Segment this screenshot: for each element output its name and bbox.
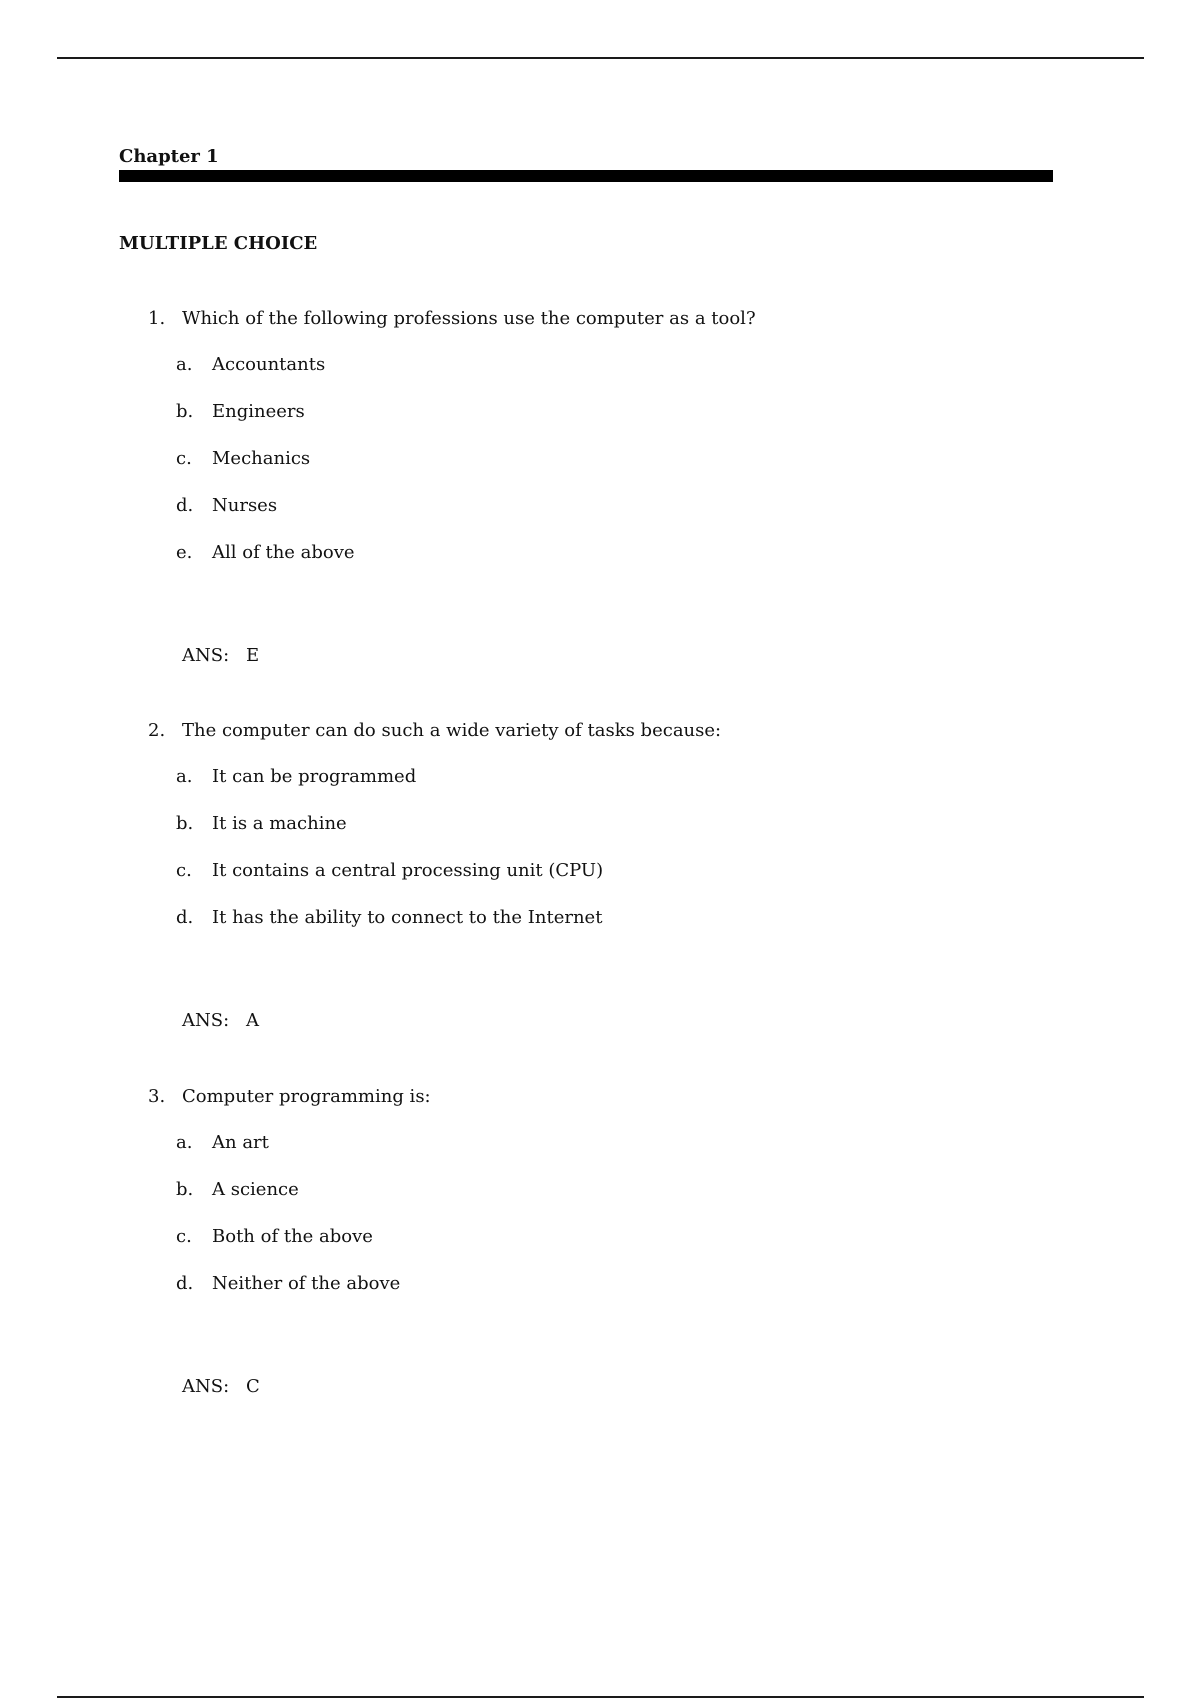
question-2	[148, 719, 1048, 930]
answer-value: A	[246, 1010, 259, 1031]
answer-line	[182, 644, 259, 668]
choice-text: Engineers	[212, 401, 305, 422]
choice-letter: a.	[176, 354, 193, 375]
answer-value: E	[246, 645, 260, 666]
choice-item	[176, 812, 1048, 836]
question-number: 3.	[148, 1086, 166, 1107]
choice-text: Accountants	[212, 354, 326, 375]
choice-text: It can be programmed	[212, 766, 417, 787]
page-bottom-rule	[57, 1696, 1144, 1698]
choice-item	[176, 906, 1048, 930]
choice-text: It has the ability to connect to the Internet	[212, 907, 603, 928]
choice-item	[176, 400, 1048, 424]
question-stem	[148, 719, 1048, 743]
choice-letter: d.	[176, 495, 194, 516]
answer-label: ANS:	[182, 1376, 230, 1397]
question-3	[148, 1085, 1048, 1296]
choice-letter: b.	[176, 813, 194, 834]
chapter-divider-bar	[119, 170, 1053, 182]
choice-item	[176, 447, 1048, 471]
answer-label: ANS:	[182, 1010, 230, 1031]
choice-letter: d.	[176, 1273, 194, 1294]
choice-letter: a.	[176, 1132, 193, 1153]
answer-value: C	[246, 1376, 260, 1397]
question-text: Computer programming is:	[182, 1086, 431, 1107]
answer-label: ANS:	[182, 645, 230, 666]
question-stem	[148, 1085, 1048, 1109]
choice-item	[176, 1131, 1048, 1155]
question-stem	[148, 307, 1048, 331]
choice-item	[176, 859, 1048, 883]
chapter-title: Chapter 1	[119, 146, 219, 167]
choice-item	[176, 1272, 1048, 1296]
choice-item	[176, 1178, 1048, 1202]
choice-list	[148, 765, 1048, 930]
choice-item	[176, 765, 1048, 789]
choice-item	[176, 494, 1048, 518]
choice-text: Nurses	[212, 495, 278, 516]
answer-line	[182, 1375, 260, 1399]
choice-letter: e.	[176, 542, 193, 563]
question-text: Which of the following professions use the computer as a tool?	[182, 308, 756, 329]
question-number: 2.	[148, 720, 166, 741]
choice-list	[148, 353, 1048, 565]
choice-text: It is a machine	[212, 813, 347, 834]
choice-text: It contains a central processing unit (CPU)	[212, 860, 604, 881]
choice-letter: b.	[176, 401, 194, 422]
choice-letter: a.	[176, 766, 193, 787]
choice-letter: c.	[176, 860, 192, 881]
question-number: 1.	[148, 308, 166, 329]
choice-item	[176, 541, 1048, 565]
choice-item	[176, 1225, 1048, 1249]
choice-text: All of the above	[212, 542, 355, 563]
choice-text: Both of the above	[212, 1226, 373, 1247]
answer-line	[182, 1009, 259, 1033]
choice-letter: b.	[176, 1179, 194, 1200]
choice-letter: c.	[176, 448, 192, 469]
choice-letter: c.	[176, 1226, 192, 1247]
choice-text: Mechanics	[212, 448, 311, 469]
section-title: MULTIPLE CHOICE	[119, 233, 318, 254]
page-top-rule	[57, 57, 1144, 59]
question-text: The computer can do such a wide variety of tasks because:	[182, 720, 722, 741]
choice-text: An art	[212, 1132, 269, 1153]
choice-text: Neither of the above	[212, 1273, 401, 1294]
choice-item	[176, 353, 1048, 377]
choice-text: A science	[212, 1179, 299, 1200]
choice-letter: d.	[176, 907, 194, 928]
choice-list	[148, 1131, 1048, 1296]
question-1	[148, 307, 1048, 565]
